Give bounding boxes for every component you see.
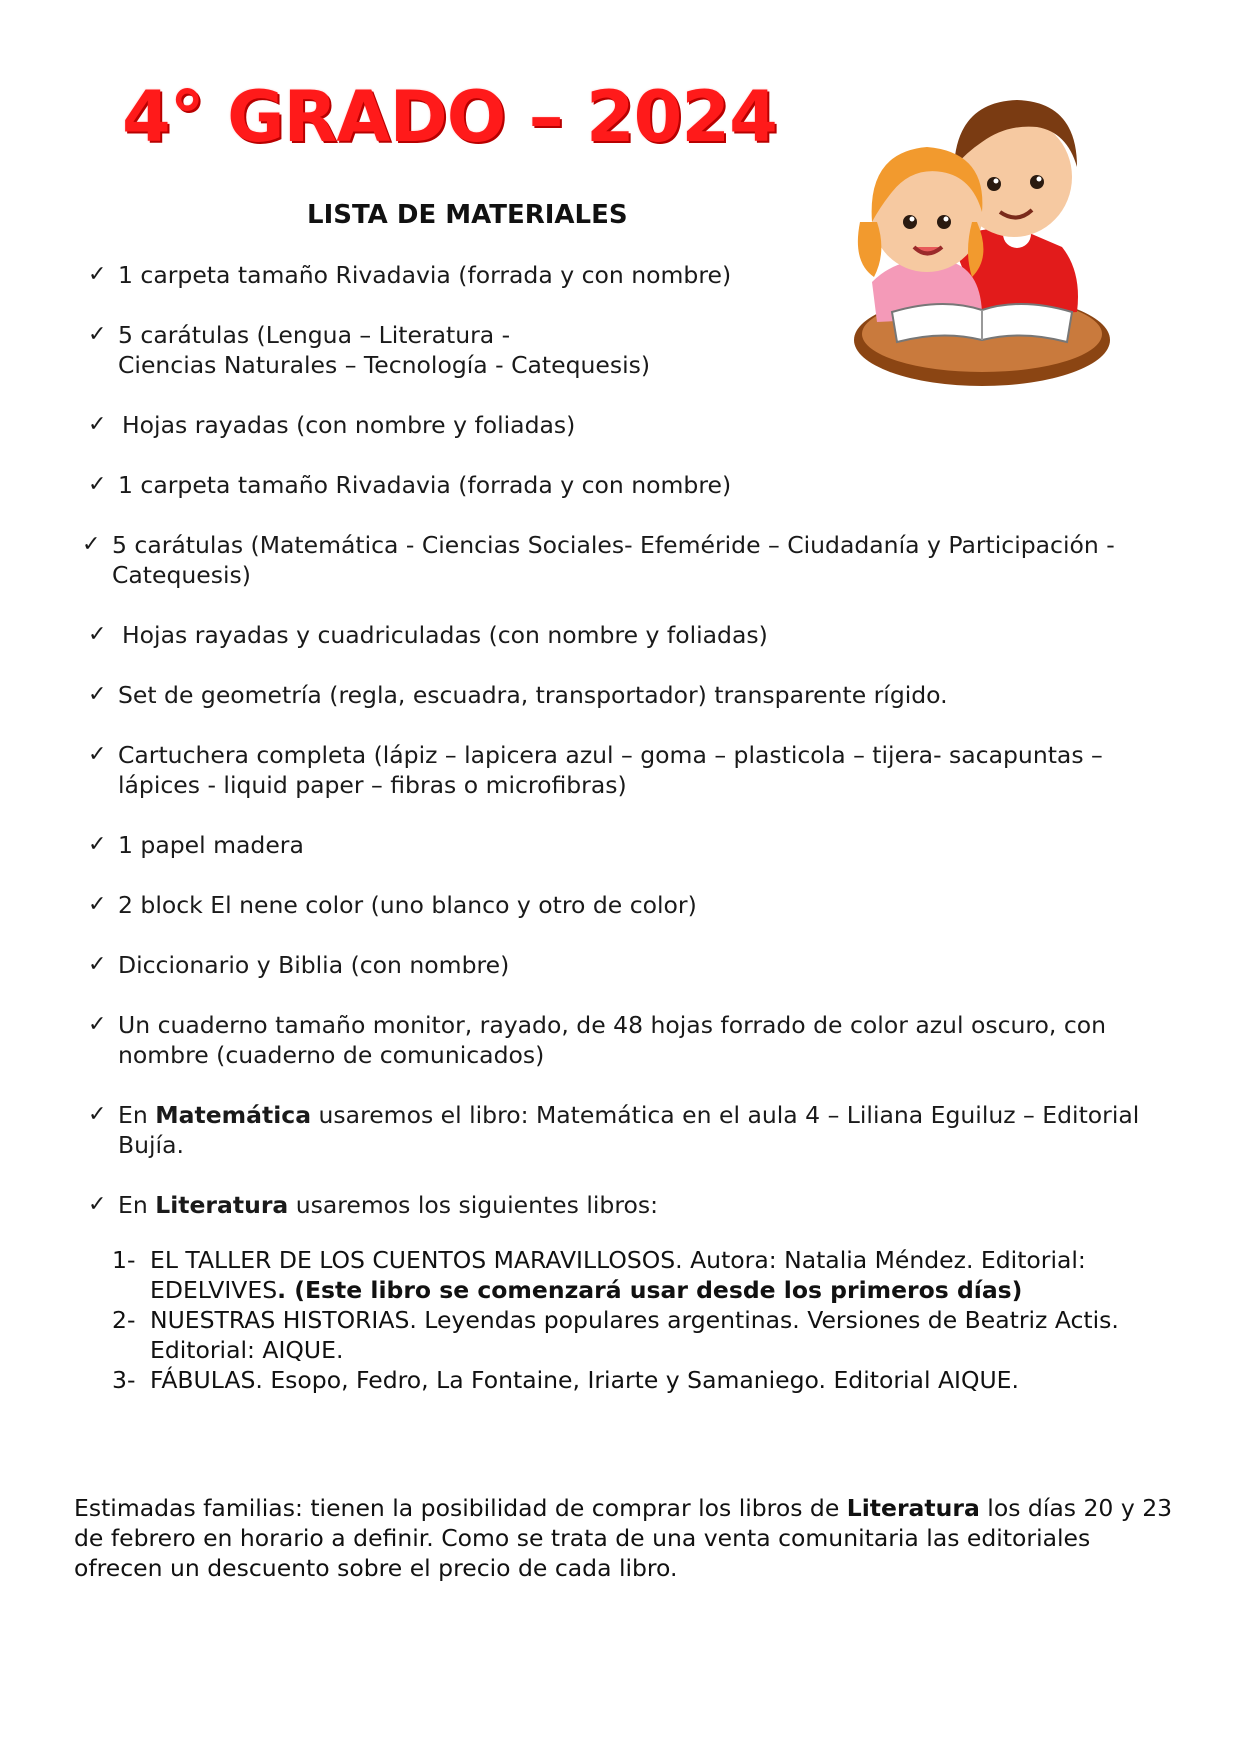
list-item: ✓ Cartuchera completa (lápiz – lapicera azul – goma – plasticola – tijera- sacapuntas – lápices - liquid paper – fibras o microfibras) [88, 741, 1103, 799]
page-title: 4° GRADO – 2024 [122, 76, 777, 158]
list-item: ✓ Diccionario y Biblia (con nombre) [88, 951, 510, 979]
list-item: ✓ 1 carpeta tamaño Rivadavia (forrada y con nombre) [88, 261, 732, 289]
list-item: ✓ 2 block El nene color (uno blanco y otro de color) [88, 891, 697, 919]
list-item: ✓ 1 carpeta tamaño Rivadavia (forrada y con nombre) [88, 471, 732, 499]
book-item: 1- EL TALLER DE LOS CUENTOS MARAVILLOSOS. Autora: Natalia Méndez. Editorial: EDELVIVES. (Este libro se comenzará usar desde los primeros días) [112, 1246, 1086, 1304]
check-icon: ✓ [82, 532, 101, 557]
list-item: ✓ Hojas rayadas (con nombre y foliadas) [88, 411, 576, 439]
check-icon: ✓ [88, 742, 107, 767]
list-item: ✓ Set de geometría (regla, escuadra, transportador) transparente rígido. [88, 681, 948, 709]
list-item: ✓ 1 papel madera [88, 831, 304, 859]
check-icon: ✓ [88, 412, 107, 437]
check-icon: ✓ [88, 262, 107, 287]
list-item: ✓ Hojas rayadas y cuadriculadas (con nombre y foliadas) [88, 621, 768, 649]
list-item-literatura: ✓ En Literatura usaremos los siguientes libros: [88, 1191, 659, 1219]
book-item: 2- NUESTRAS HISTORIAS. Leyendas populares argentinas. Versiones de Beatriz Actis. Editorial: AIQUE. [112, 1306, 1119, 1364]
check-icon: ✓ [88, 622, 107, 647]
check-icon: ✓ [88, 1102, 107, 1127]
check-icon: ✓ [88, 322, 107, 347]
list-item: ✓ 5 carátulas (Matemática - Ciencias Sociales- Efeméride – Ciudadanía y Participación - Catequesis) [82, 531, 1115, 589]
list-item-matematica: ✓ En Matemática usaremos el libro: Matemática en el aula 4 – Liliana Eguiluz – Editorial Bujía. [88, 1101, 1140, 1159]
families-note: Estimadas familias: tienen la posibilidad de comprar los libros de Literatura los días 20 y 23 de febrero en horario a definir. Como se trata de una venta comunitaria las editoriales ofrecen un descuento sobre el precio de cada libro. [74, 1494, 1173, 1582]
check-icon: ✓ [88, 682, 107, 707]
check-icon: ✓ [88, 1192, 107, 1217]
list-item: ✓ Un cuaderno tamaño monitor, rayado, de 48 hojas forrado de color azul oscuro, con nombre (cuaderno de comunicados) [88, 1011, 1107, 1069]
check-icon: ✓ [88, 952, 107, 977]
list-item: ✓ 5 carátulas (Lengua – Literatura - Ciencias Naturales – Tecnología - Catequesis) [88, 321, 651, 379]
children-reading-book-illustration [832, 72, 1127, 407]
check-icon: ✓ [88, 892, 107, 917]
check-icon: ✓ [88, 472, 107, 497]
list-subtitle: LISTA DE MATERIALES [307, 200, 628, 230]
check-icon: ✓ [88, 1012, 107, 1037]
book-list [112, 1245, 1119, 1395]
book-item: 3- FÁBULAS. Esopo, Fedro, La Fontaine, Iriarte y Samaniego. Editorial AIQUE. [112, 1366, 1019, 1394]
check-icon: ✓ [88, 832, 107, 857]
